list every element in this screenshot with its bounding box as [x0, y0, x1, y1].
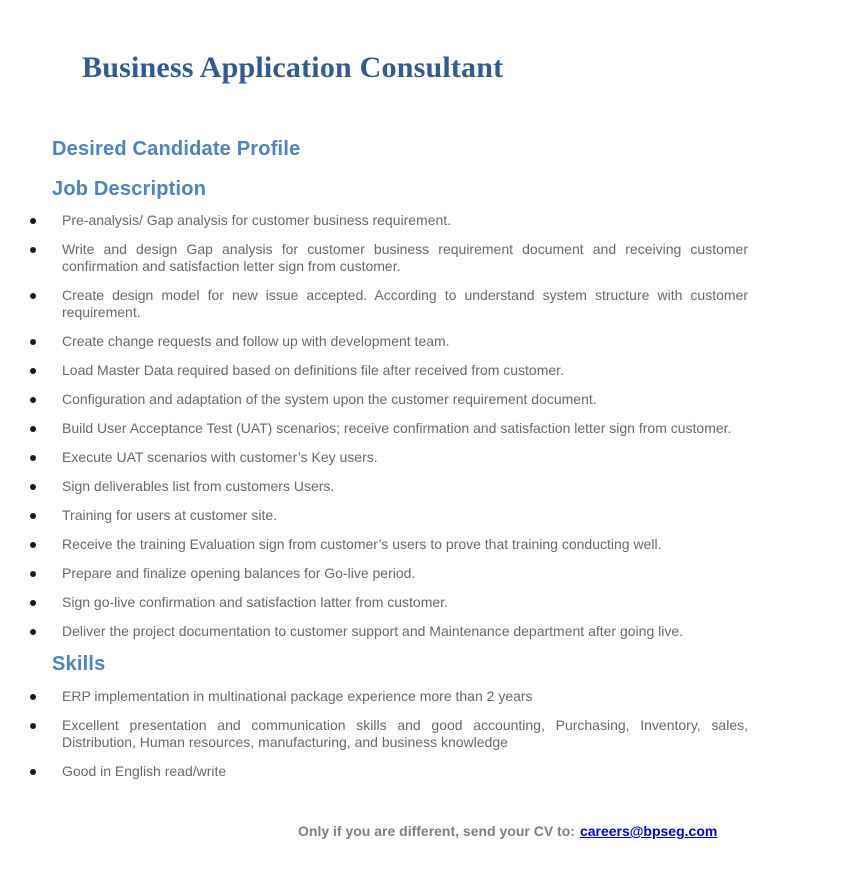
skill-list-item — [0, 717, 849, 751]
job-list-item-text: Pre-analysis/ Gap analysis for customer business requirement. — [62, 212, 452, 228]
job-list-item-text: Build User Acceptance Test (UAT) scenarios; receive confirmation and satisfaction letter sign from customer. — [62, 420, 732, 436]
job-list-item — [0, 565, 849, 582]
job-list-item — [0, 362, 849, 379]
job-list-item-text: Create change requests and follow up with development team. — [62, 333, 450, 349]
bullet-icon — [30, 426, 36, 432]
job-list-item-text: Training for users at customer site. — [62, 507, 278, 523]
job-list-item — [0, 449, 849, 466]
bullet-icon — [30, 339, 36, 345]
bullet-icon — [30, 600, 36, 606]
job-list-item — [0, 623, 849, 640]
bullet-icon — [30, 769, 36, 775]
bullet-icon — [30, 397, 36, 403]
job-list-item-text: Configuration and adaptation of the system upon the customer requirement document. — [62, 391, 597, 407]
job-list-item — [0, 241, 849, 275]
bullet-icon — [30, 513, 36, 519]
skill-list-item — [0, 688, 849, 705]
skills-list — [0, 688, 849, 780]
job-list-item — [0, 420, 849, 437]
page-title: Business Application Consultant — [82, 51, 504, 84]
job-list-item-text: Write and design Gap analysis for customer business requirement document and receiving customer confirmation and satisfaction letter sign from customer. — [62, 241, 748, 274]
bullet-icon — [30, 694, 36, 700]
job-list-item-text: Receive the training Evaluation sign from customer’s users to prove that training conducting well. — [62, 536, 662, 552]
job-list-item-text: Sign deliverables list from customers Users. — [62, 478, 335, 494]
job-list-item-text: Execute UAT scenarios with customer’s Key users. — [62, 449, 378, 465]
desired-candidate-profile-heading: Desired Candidate Profile — [52, 138, 301, 160]
job-list-item-text: Deliver the project documentation to customer support and Maintenance department after going live. — [62, 623, 684, 639]
job-description-heading: Job Description — [52, 178, 207, 200]
job-list-item — [0, 333, 849, 350]
bullet-icon — [30, 247, 36, 253]
skill-list-item — [0, 763, 849, 780]
cv-call-to-action — [0, 822, 849, 840]
bullet-icon — [30, 455, 36, 461]
careers-email-link[interactable]: careers@bpseg.com — [579, 823, 718, 839]
skills-heading: Skills — [52, 653, 106, 675]
bullet-icon — [30, 484, 36, 490]
job-list-item — [0, 391, 849, 408]
job-list-item — [0, 536, 849, 553]
bullet-icon — [30, 542, 36, 548]
skill-list-item-text: ERP implementation in multinational package experience more than 2 years — [62, 688, 533, 704]
job-list-item-text: Sign go-live confirmation and satisfaction latter from customer. — [62, 594, 448, 610]
job-list-item — [0, 478, 849, 495]
job-list-item — [0, 212, 849, 229]
cv-prompt-text: Only if you are different, send your CV to: — [298, 823, 575, 839]
bullet-icon — [30, 629, 36, 635]
job-list-item-text: Load Master Data required based on definitions file after received from customer. — [62, 362, 564, 378]
bullet-icon — [30, 571, 36, 577]
bullet-icon — [30, 218, 36, 224]
job-list-item — [0, 507, 849, 524]
bullet-icon — [30, 368, 36, 374]
job-list-item-text: Create design model for new issue accepted. According to understand system structure with customer requirement. — [62, 287, 748, 320]
job-list-item-text: Prepare and finalize opening balances for Go-live period. — [62, 565, 416, 581]
bullet-icon — [30, 723, 36, 729]
skill-list-item-text: Excellent presentation and communication skills and good accounting, Purchasing, Inventory, sales, Distribution, Human resources, manufacturing, and business knowledge — [62, 717, 748, 750]
bullet-icon — [30, 293, 36, 299]
job-description-list — [0, 212, 849, 640]
skill-list-item-text: Good in English read/write — [62, 763, 227, 779]
job-list-item — [0, 287, 849, 321]
job-list-item — [0, 594, 849, 611]
